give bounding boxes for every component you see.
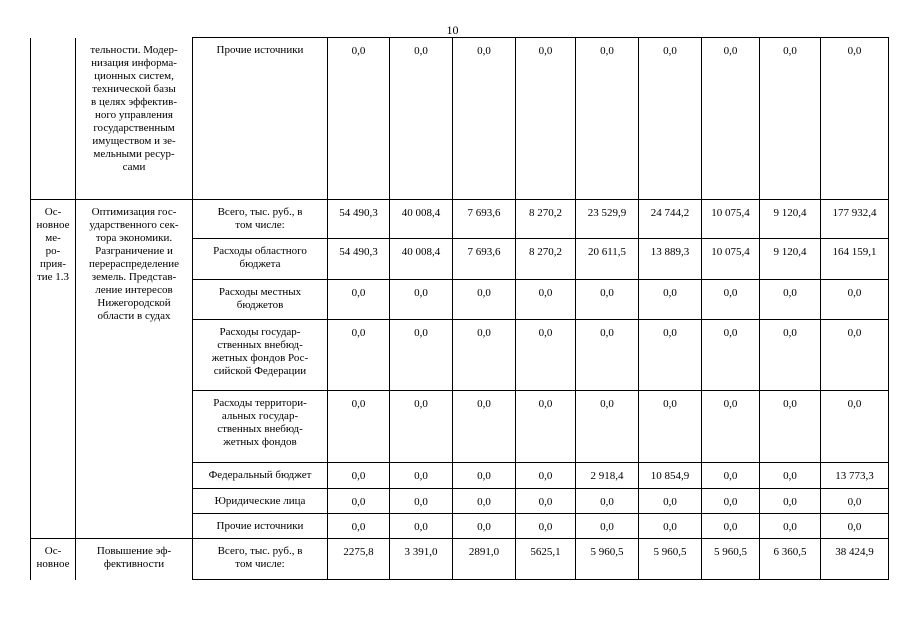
value-cell: 10 075,4: [702, 200, 760, 239]
value-cell: 5 960,5: [702, 539, 760, 580]
source-cell: Юридические лица: [193, 489, 328, 514]
value-cell: 8 270,2: [516, 239, 576, 280]
value-cell: 0,0: [702, 320, 760, 391]
value-cell: 0,0: [702, 463, 760, 489]
value-cell: 0,0: [390, 320, 453, 391]
value-cell: 0,0: [453, 280, 516, 320]
value-cell: 0,0: [760, 391, 821, 463]
value-cell: 0,0: [639, 489, 702, 514]
description-cell: Повышение эф- фективности: [76, 539, 193, 580]
value-cell: 0,0: [328, 514, 390, 539]
value-cell: 8 270,2: [516, 200, 576, 239]
value-cell: 0,0: [453, 514, 516, 539]
value-cell: 0,0: [702, 489, 760, 514]
value-cell: 9 120,4: [760, 239, 821, 280]
value-cell: 0,0: [576, 320, 639, 391]
value-cell: 2891,0: [453, 539, 516, 580]
value-cell: 13 889,3: [639, 239, 702, 280]
value-cell: 0,0: [453, 489, 516, 514]
value-cell: 0,0: [453, 463, 516, 489]
value-cell: 0,0: [453, 320, 516, 391]
value-cell: 0,0: [576, 280, 639, 320]
value-cell: 0,0: [453, 38, 516, 200]
value-cell: 10 854,9: [639, 463, 702, 489]
value-cell: 0,0: [639, 38, 702, 200]
value-cell: 0,0: [516, 489, 576, 514]
value-cell: 0,0: [516, 391, 576, 463]
value-cell: 5 960,5: [576, 539, 639, 580]
page-number: 10: [446, 23, 459, 37]
value-cell: 0,0: [328, 463, 390, 489]
value-cell: 0,0: [702, 38, 760, 200]
value-cell: 13 773,3: [821, 463, 889, 489]
value-cell: 0,0: [760, 489, 821, 514]
value-cell: 0,0: [390, 391, 453, 463]
value-cell: 7 693,6: [453, 239, 516, 280]
value-cell: 0,0: [390, 463, 453, 489]
value-cell: 23 529,9: [576, 200, 639, 239]
source-cell: Прочие источники: [193, 38, 328, 200]
measure-cell: Ос- новное ме- ро- прия- тие 1.3: [31, 200, 76, 539]
value-cell: 10 075,4: [702, 239, 760, 280]
value-cell: 0,0: [576, 514, 639, 539]
value-cell: 0,0: [576, 489, 639, 514]
value-cell: 0,0: [639, 391, 702, 463]
value-cell: 54 490,3: [328, 200, 390, 239]
value-cell: 0,0: [821, 320, 889, 391]
value-cell: 0,0: [760, 514, 821, 539]
value-cell: 5625,1: [516, 539, 576, 580]
description-cell: тельности. Модер- низация информа- ционных систем, технической базы в целях эффектив- ного управления государственным имуществом и зе- мельными ресур- сами: [76, 38, 193, 200]
value-cell: 0,0: [390, 38, 453, 200]
value-cell: 2 918,4: [576, 463, 639, 489]
value-cell: 0,0: [328, 489, 390, 514]
value-cell: 0,0: [821, 38, 889, 200]
value-cell: 0,0: [821, 280, 889, 320]
value-cell: 0,0: [390, 514, 453, 539]
value-cell: 0,0: [821, 489, 889, 514]
value-cell: 0,0: [639, 320, 702, 391]
value-cell: 0,0: [328, 280, 390, 320]
source-cell: Расходы государ- ственных внебюд- жетных фондов Рос- сийской Федерации: [193, 320, 328, 391]
table-row: [31, 38, 889, 200]
value-cell: 6 360,5: [760, 539, 821, 580]
value-cell: 0,0: [760, 463, 821, 489]
value-cell: 0,0: [516, 38, 576, 200]
value-cell: 0,0: [760, 320, 821, 391]
value-cell: 0,0: [576, 391, 639, 463]
source-cell: Федеральный бюджет: [193, 463, 328, 489]
value-cell: 0,0: [702, 391, 760, 463]
value-cell: 0,0: [821, 391, 889, 463]
value-cell: 0,0: [516, 514, 576, 539]
value-cell: 0,0: [516, 280, 576, 320]
budget-table: [30, 37, 889, 580]
source-cell: Прочие источники: [193, 514, 328, 539]
source-cell: Расходы областного бюджета: [193, 239, 328, 280]
value-cell: 24 744,2: [639, 200, 702, 239]
value-cell: 9 120,4: [760, 200, 821, 239]
value-cell: 2275,8: [328, 539, 390, 580]
value-cell: 5 960,5: [639, 539, 702, 580]
value-cell: 177 932,4: [821, 200, 889, 239]
value-cell: 0,0: [516, 320, 576, 391]
value-cell: 0,0: [453, 391, 516, 463]
value-cell: 0,0: [639, 280, 702, 320]
source-cell: Расходы местных бюджетов: [193, 280, 328, 320]
value-cell: 0,0: [821, 514, 889, 539]
table-row: [31, 200, 889, 239]
value-cell: 0,0: [516, 463, 576, 489]
value-cell: 0,0: [390, 489, 453, 514]
value-cell: 0,0: [639, 514, 702, 539]
value-cell: 0,0: [328, 38, 390, 200]
value-cell: 38 424,9: [821, 539, 889, 580]
value-cell: 0,0: [702, 514, 760, 539]
value-cell: 0,0: [760, 280, 821, 320]
value-cell: 54 490,3: [328, 239, 390, 280]
value-cell: 3 391,0: [390, 539, 453, 580]
value-cell: 0,0: [702, 280, 760, 320]
measure-cell: Ос- новное: [31, 539, 76, 580]
description-cell: Оптимизация гос- ударственного сек- тора экономики. Разграничение и перераспределение земель. Представ- ление интересов Нижегородской области в судах: [76, 200, 193, 539]
value-cell: 40 008,4: [390, 200, 453, 239]
measure-cell: [31, 38, 76, 200]
value-cell: 164 159,1: [821, 239, 889, 280]
value-cell: 0,0: [328, 391, 390, 463]
value-cell: 20 611,5: [576, 239, 639, 280]
value-cell: 7 693,6: [453, 200, 516, 239]
source-cell: Всего, тыс. руб., в том числе:: [193, 200, 328, 239]
source-cell: Расходы территори- альных государ- ственных внебюд- жетных фондов: [193, 391, 328, 463]
value-cell: 0,0: [328, 320, 390, 391]
source-cell: Всего, тыс. руб., в том числе:: [193, 539, 328, 580]
value-cell: 0,0: [576, 38, 639, 200]
value-cell: 0,0: [760, 38, 821, 200]
value-cell: 0,0: [390, 280, 453, 320]
table-row: [31, 539, 889, 580]
value-cell: 40 008,4: [390, 239, 453, 280]
